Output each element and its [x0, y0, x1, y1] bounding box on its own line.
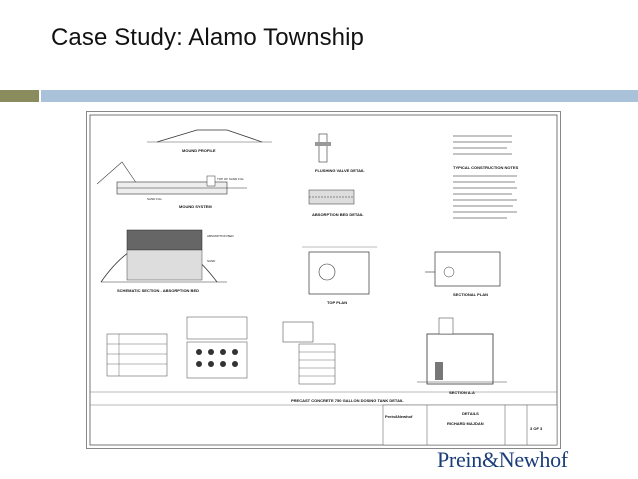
label-top-plan: TOP PLAN	[327, 300, 348, 305]
flushing-valve-view	[315, 134, 365, 173]
legend-table	[107, 317, 247, 378]
label-mound-profile: MOUND PROFILE	[182, 148, 216, 153]
title-block-firm: Prein&Newhof	[385, 414, 413, 419]
mound-profile-view	[147, 130, 272, 153]
label-sectional-plan: SECTIONAL PLAN	[453, 292, 489, 297]
absorption-bed-section	[101, 230, 235, 293]
section-aa-view	[417, 318, 507, 395]
label-section-aa: SECTION A-A	[449, 390, 475, 395]
title-divider-bar	[41, 90, 638, 102]
slide-title: Case Study: Alamo Township	[51, 24, 364, 51]
label-typical-notes: TYPICAL CONSTRUCTION NOTES	[453, 165, 519, 170]
absorption-bed-detail	[309, 190, 364, 217]
label-flushing-valve: FLUSHING VALVE DETAIL	[315, 168, 365, 173]
label-absorption-bed: ABSORPTION BED DETAIL	[312, 212, 364, 217]
title-block-sheet-title: DETAILS	[462, 411, 479, 416]
svg-text:SAND: SAND	[207, 259, 216, 263]
svg-text:TOP OF SAND FILL: TOP OF SAND FILL	[217, 177, 245, 181]
label-section-detail: SCHEMATIC SECTION - ABSORPTION BED	[117, 288, 200, 293]
title-accent-bar	[0, 90, 39, 102]
top-plan-view	[302, 247, 377, 305]
company-logo: Prein&Newhof	[437, 447, 568, 472]
drawing-svg	[87, 112, 560, 448]
sectional-plan-view	[425, 252, 500, 297]
engineering-drawing-sheet	[86, 111, 561, 449]
svg-text:SAND FILL: SAND FILL	[147, 197, 163, 201]
tank-section-view	[283, 322, 404, 403]
svg-text:ABSORPTION BED: ABSORPTION BED	[207, 234, 234, 238]
label-mound-system: MOUND SYSTEM	[179, 204, 212, 209]
title-block-owner: RICHARD MAJDAN	[447, 421, 484, 426]
title-block	[383, 405, 557, 445]
mound-system-view	[97, 162, 247, 209]
construction-notes	[453, 136, 519, 218]
label-tank-detail: PRECAST CONCRETE 750 GALLON DOSING TANK DETAIL	[291, 398, 404, 403]
title-block-sheet-no: 3 OF 3	[530, 426, 543, 431]
